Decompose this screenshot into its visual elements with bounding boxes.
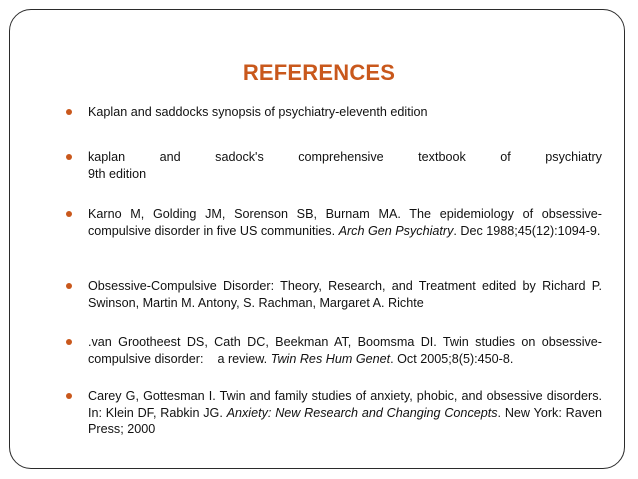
reference-item-2	[66, 149, 602, 182]
reference-citation: . New York: Raven Press; 2000	[88, 405, 602, 436]
reference-text: .van Grootheest DS, Cath DC, Beekman AT, Boomsma DI. Twin studies on obsessive-compulsive disorder: a review.	[88, 335, 602, 366]
journal-name: Twin Res Hum Genet	[270, 351, 391, 366]
bullet-icon	[66, 109, 72, 115]
reference-text: Kaplan and saddocks synopsis of psychiatry-eleventh edition	[88, 105, 428, 119]
reference-word: kaplan	[88, 150, 126, 164]
reference-word: textbook	[418, 150, 466, 164]
journal-name: Arch Gen Psychiatry	[338, 223, 454, 238]
reference-item-5	[66, 334, 602, 367]
reference-line-1	[88, 149, 602, 166]
reference-citation: . Oct 2005;8(5):450-8.	[390, 351, 514, 366]
bullet-icon	[66, 393, 72, 399]
bullet-icon	[66, 211, 72, 217]
reference-line-2: 9th edition	[88, 166, 147, 181]
reference-text: Carey G, Gottesman I. Twin and family studies of anxiety, phobic, and obsessive disorders. In: Klein DF, Rabkin JG.	[88, 389, 602, 420]
reference-item-1	[66, 104, 602, 121]
book-title: Anxiety: New Research and Changing Concepts	[226, 405, 498, 420]
reference-word: comprehensive	[298, 150, 384, 164]
reference-citation: . Dec 1988;45(12):1094-9.	[453, 223, 601, 238]
reference-word: and	[159, 150, 181, 164]
reference-word: of	[500, 150, 511, 164]
bullet-icon	[66, 283, 72, 289]
reference-word: sadock's	[215, 150, 264, 164]
bullet-icon	[66, 154, 72, 160]
reference-item-3	[66, 206, 602, 239]
reference-text: Karno M, Golding JM, Sorenson SB, Burnam MA. The epidemiology of obsessive-compulsive disorder in five US communities.	[88, 207, 602, 238]
reference-item-6	[66, 388, 602, 438]
slide-title: REFERENCES	[242, 60, 396, 85]
reference-word: psychiatry	[545, 150, 602, 164]
reference-text: Obsessive-Compulsive Disorder: Theory, Research, and Treatment edited by Richard P. Swinson, Martin M. Antony, S. Rachman, Margaret A. Richte	[88, 279, 602, 310]
reference-item-4	[66, 278, 602, 311]
bullet-icon	[66, 339, 72, 345]
